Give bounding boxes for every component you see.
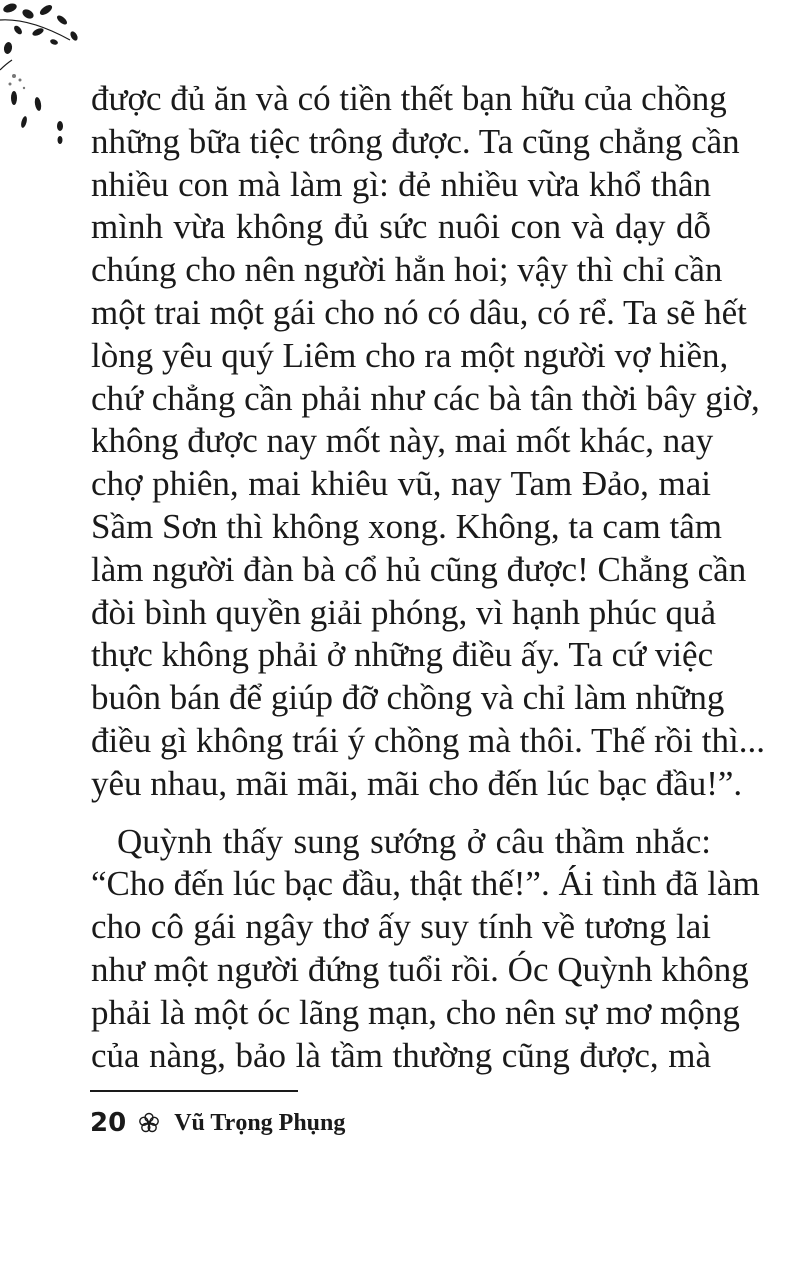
- text-line: được đủ ăn và có tiền thết bạn hữu của chồng: [91, 79, 727, 118]
- text-line: những bữa tiệc trông được. Ta cũng chẳng cần: [91, 121, 740, 161]
- text-line: như một người đứng tuổi rồi. Óc Quỳnh không: [91, 949, 749, 989]
- text-line: thực không phải ở những điều ấy. Ta cứ việc: [91, 635, 714, 675]
- text-line: “Cho đến lúc bạc đầu, thật thế!”. Ái tình đã làm: [91, 864, 760, 904]
- text-line: điều gì không trái ý chồng mà thôi. Thế rồi thì...: [91, 720, 765, 760]
- text-line: mình vừa không đủ sức nuôi con và dạy dỗ: [91, 207, 711, 247]
- text-line: không được nay mốt này, mai mốt khác, nay: [91, 421, 714, 461]
- text-line: một trai một gái cho nó có dâu, có rể. Ta sẽ hết: [91, 292, 747, 332]
- paragraph: [91, 78, 765, 806]
- text-line: nhiều con mà làm gì: đẻ nhiều vừa khổ thân: [91, 164, 711, 204]
- text-line: yêu nhau, mãi mãi, mãi cho đến lúc bạc đầu!”.: [91, 763, 743, 803]
- flower-icon: [138, 1112, 160, 1134]
- page-footer: [90, 1103, 345, 1143]
- footer-rule: [90, 1090, 298, 1092]
- paragraph: [91, 821, 760, 1078]
- author-name: Vũ Trọng Phụng: [174, 1109, 346, 1136]
- text-line: làm người đàn bà cổ hủ cũng được! Chẳng cần: [91, 549, 747, 589]
- text-line: lòng yêu quý Liêm cho ra một người vợ hiền,: [91, 335, 729, 375]
- text-line: cho cô gái ngây thơ ấy suy tính về tương lai: [91, 907, 711, 947]
- text-line: chúng cho nên người hẳn hoi; vậy thì chỉ cần: [91, 250, 723, 290]
- text-line: Quỳnh thấy sung sướng ở câu thầm nhắc:: [117, 821, 711, 861]
- paragraph-gap: [91, 806, 711, 821]
- text-line: phải là một óc lãng mạn, cho nên sự mơ mộng: [91, 992, 740, 1032]
- text-line: buôn bán để giúp đỡ chồng và chỉ làm những: [91, 678, 725, 718]
- text-line: của nàng, bảo là tầm thường cũng được, mà: [91, 1035, 711, 1075]
- body-text: [91, 78, 765, 1077]
- text-line: Sầm Sơn thì không xong. Không, ta cam tâm: [91, 506, 722, 546]
- text-line: chứ chẳng cần phải như các bà tân thời bây giờ,: [91, 378, 760, 418]
- text-line: chợ phiên, mai khiêu vũ, nay Tam Đảo, mai: [91, 464, 711, 504]
- page-number: 20: [90, 1108, 127, 1138]
- text-line: đòi bình quyền giải phóng, vì hạnh phúc quả: [91, 592, 717, 632]
